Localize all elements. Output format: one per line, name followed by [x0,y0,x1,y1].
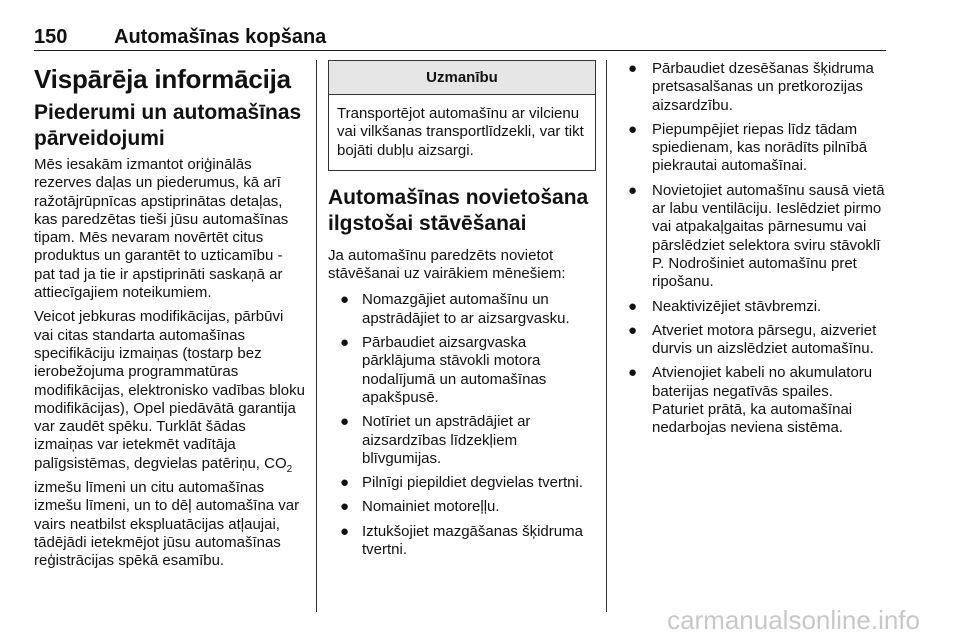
list-item-text: Notīriet un apstrādājiet ar aizsardzības līdzekļiem blīvgumijas. [362,413,531,467]
list-item-text: Iztukšojiet mazgāšanas šķidruma tvertni. [362,522,583,559]
modifications-text-end: izmešu līmeni un citu automašīnas izmešu līmeni, un to dēļ automašīna var vairs neatbilst ekspluatācijas atļaujai, tādējādi ietekmējot jūsu automašīnas reģistrācijas spēkā esamību. [34,479,300,570]
parking-steps-list-1 [328,291,596,559]
bullet-icon: ● [340,474,350,492]
list-item-text: Atveriet motora pārsegu, aizveriet durvis un aizslēdziet automašīnu. [652,321,877,358]
list-item-text: Pilnīgi piepildiet degvielas tvertni. [362,474,583,492]
running-title: Automašīnas kopšana [114,26,327,48]
list-item [328,413,596,468]
column-3 [622,60,888,444]
list-item-text: Pārbaudiet dzesēšanas šķidruma pretsasalšanas un pretkorozijas aizsardzību. [652,60,874,114]
list-item [328,523,596,560]
bullet-icon: ● [340,413,350,431]
bullet-icon: ● [628,60,638,77]
paragraph-modifications [34,308,306,570]
list-item-text: Atvienojiet kabeli no akumulatoru baterijas negatīvās spailes. Paturiet prātā, ka automašīnai nedarbojas neviena sistēma. [652,364,873,437]
list-item-text: Piepumpējiet riepas līdz tādam spiedienam, kas norādīts pilnībā piekrautai automašīnai. [652,120,868,175]
bullet-icon: ● [340,291,350,309]
page-number: 150 [34,26,68,48]
list-item [328,334,596,407]
list-item-text: Nomazgājiet automašīnu un apstrādājiet to ar aizsargvasku. [362,291,570,327]
list-item-text: Pārbaudiet aizsargvaska pārklājuma stāvokli motora nodalījumā un automašīnas apakšpusē. [362,334,547,406]
warning-box [328,60,596,171]
bullet-icon: ● [628,181,638,199]
list-item [328,498,596,516]
column-divider-1 [316,60,317,612]
bullet-icon: ● [628,364,638,382]
column-divider-2 [606,60,607,612]
bullet-icon: ● [340,498,350,516]
bullet-icon: ● [340,522,350,540]
list-item-text: Nomainiet motoreļļu. [362,498,500,516]
list-item [328,474,596,492]
list-item [622,298,888,316]
page-header [34,22,886,52]
list-item [328,291,596,328]
watermark: carmanualsonline.info [667,605,920,635]
section-heading-general-info: Vispārēja informācija [34,64,291,94]
bullet-icon: ● [340,334,350,352]
co2-subscript: 2 [286,463,293,475]
list-item [622,121,888,176]
warning-text: Transportējot automašīnu ar vilcienu vai vilkšanas transportlīdzekli, var tikt bojāti dubļu aizsargi. [337,105,584,159]
modifications-text-start: Veicot jebkuras modifikācijas, pārbūvi vai citas standarta automašīnas specifikāciju izmaiņas (tostarp bez ierobežojuma programmatūras modifikācijas, elektronisko vadības bloku modifikācijas), Opel piedāvātā garantija var zaudēt spēku. Turklāt šādas izmaiņas var ietekmēt vadītāja palīgsistēmas, degvielas patēriņu, CO [34,308,305,472]
bullet-icon: ● [628,120,638,138]
column-1 [34,60,306,577]
subheading-accessories: Piederumi un automašīnas pārveidojumi [34,101,302,150]
bullet-icon: ● [628,321,638,339]
column-2 [328,60,596,565]
parking-steps-list-2 [622,60,888,438]
parking-intro: Ja automašīnu paredzēts novietot stāvēšanai uz vairākiem mēnešiem: [328,246,566,283]
section-heading-long-term-parking: Automašīnas novietošana ilgstošai stāvēšanai [328,185,589,235]
warning-title: Uzmanību [329,61,595,95]
list-item [622,182,888,292]
list-item [622,322,888,359]
paragraph-original-parts: Mēs iesakām izmantot oriģinālās rezerves daļas un piederumus, kā arī ražotājrūpnīcas apstiprinātas detaļas, kas paredzētas tieši jūsu automašīnas tipam. Mēs nevaram novērtēt citus produktus un garantēt to uzticamību - pat tad ja tie ir apstiprināti saskaņā ar attiecīgajiem noteikumiem. [34,156,289,302]
bullet-icon: ● [628,297,638,315]
list-item [622,60,888,115]
list-item-text: Novietojiet automašīnu sausā vietā ar labu ventilāciju. Ieslēdziet pirmo vai atpakaļgaitas pārnesumu vai pārslēdziet selektora sviru stāvoklī P. Nodrošiniet automašīnu pret ripošanu. [652,181,885,291]
header-divider [34,50,886,51]
list-item-text: Neaktivizējiet stāvbremzi. [652,297,822,315]
list-item [622,364,888,437]
